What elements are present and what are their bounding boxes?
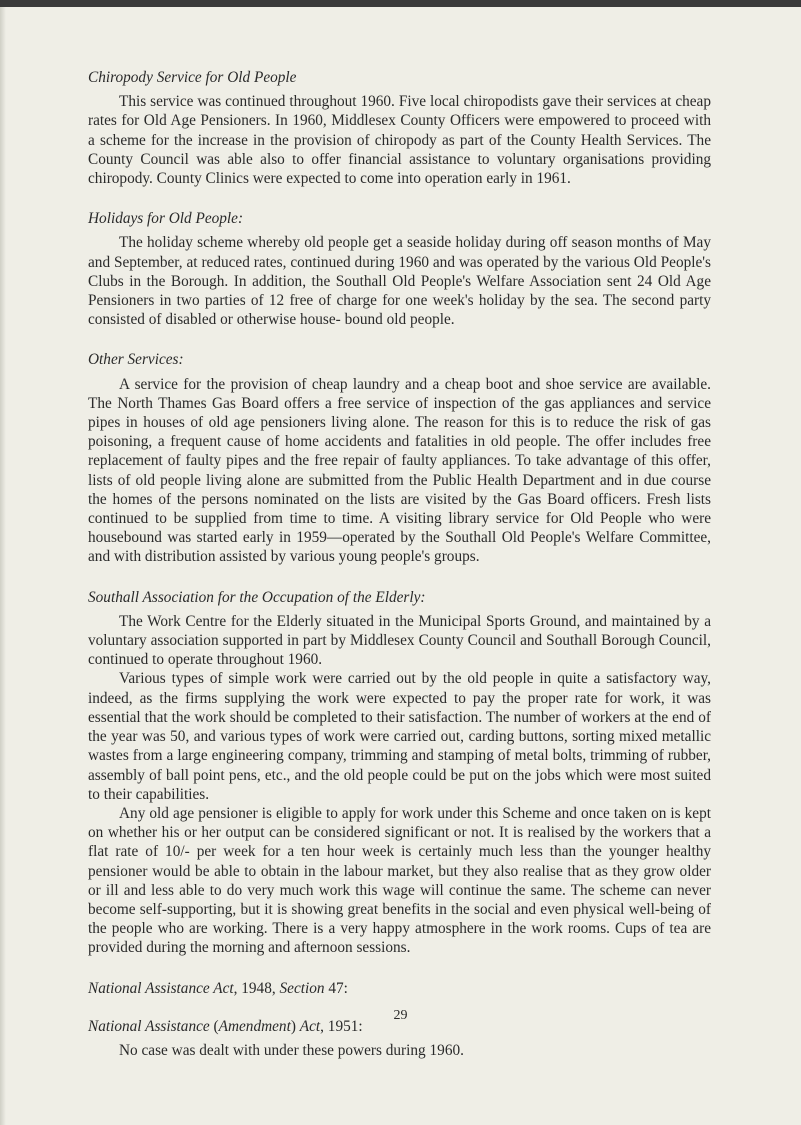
page-number: 29 xyxy=(393,1008,408,1023)
document-page xyxy=(88,68,711,1060)
paragraph: This service was continued throughout 1960. Five local chiropodists gave their services at cheap rates for Old Age Pensioners. In 1960, Middlesex County Officers were empowered to proceed with a scheme for the increase in the provision of chiropody as part of the County Health Services. The County Council was able also to offer financial assistance to voluntary organisations providing chiropody. County Clinics were expected to come into operation early in 1961. xyxy=(88,93,711,188)
paragraph: Various types of simple work were carried out by the old people in quite a satisfactory way, indeed, as the firms supplying the work were expected to pay the proper rate for work, it was essential that the work should be completed to their satisfaction. The number of workers at the end of the year was 50, and various types of work were carried out, carding buttons, sorting mixed metallic wastes from a large engineering company, trimming and stamping of metal bolts, trimming of rubber, assembly of ball point pens, etc., and the old people could be put on the jobs which were most suited to their capabilities. xyxy=(88,670,711,803)
section-heading-other-services: Other Services: xyxy=(88,351,184,369)
section-heading-chiropody: Chiropody Service for Old People xyxy=(88,69,297,86)
paragraph: A service for the provision of cheap laundry and a cheap boot and shoe service are available. The North Thames Gas Board offers a free service of inspection of the gas appliances and service pipes in houses of old age pensioners living alone. The reason for this is to reduce the risk of gas poisoning, a frequent cause of home accidents and fatalities in old people. The offer includes free replacement of faulty pipes and the free repair of faulty appliances. To take advantage of this offer, lists of old people living alone are submitted from the Public Health Department and in due course the homes of the persons nominated on the lists are visited by the Gas Board officers. Fresh lists continued to be supplied from time to time. A visiting library service for Old People who were housebound was started early in 1959—operated by the Southall Old People's Welfare Committee, and with distribution assisted by various young people's groups. xyxy=(88,375,711,566)
paragraph: The Work Centre for the Elderly situated in the Municipal Sports Ground, and maintained by a voluntary association supported in part by Middlesex County Council and Southall Borough Council, continued to operate throughout 1960. xyxy=(88,612,711,669)
section-heading-holidays: Holidays for Old People: xyxy=(88,210,244,228)
paragraph: Any old age pensioner is eligible to apply for work under this Scheme and once taken on is kept on whether his or her output can be considered significant or not. It is realised by the workers that a flat rate of 10/- per week for a ten hour week is certainly much less than the younger healthy pensioner would be able to obtain in the labour market, but they also realise that as they grow older or ill and less able to do very much work this wage will continue the same. The scheme can never become self-supporting, but it is showing great benefits in the social and even physical well-being of the people who are working. There is a very happy atmosphere in the work rooms. Cups of tea are provided during the morning and afternoon sessions. xyxy=(88,804,711,957)
paragraph: The holiday scheme whereby old people get a seaside holiday during off season months of May and September, at reduced rates, continued during 1960 and was operated by the various Old People's Clubs in the Borough. In addition, the Southall Old People's Welfare Association sent 24 Old Age Pensioners in two parties of 12 free of charge for one week's holiday by the sea. The second party consisted of disabled or otherwise house- bound old people. xyxy=(88,234,711,329)
paragraph: No case was dealt with under these powers during 1960. xyxy=(119,1041,464,1059)
section-heading-national-assistance-1951: National Assistance (Amendment) Act, 1951: xyxy=(88,1017,363,1035)
scan-left-edge xyxy=(0,7,6,1125)
section-heading-national-assistance-1948: National Assistance Act, 1948, Section 47: xyxy=(88,979,348,997)
section-heading-southall-association: Southall Association for the Occupation of the Elderly: xyxy=(88,588,426,606)
scan-top-edge xyxy=(0,0,801,7)
